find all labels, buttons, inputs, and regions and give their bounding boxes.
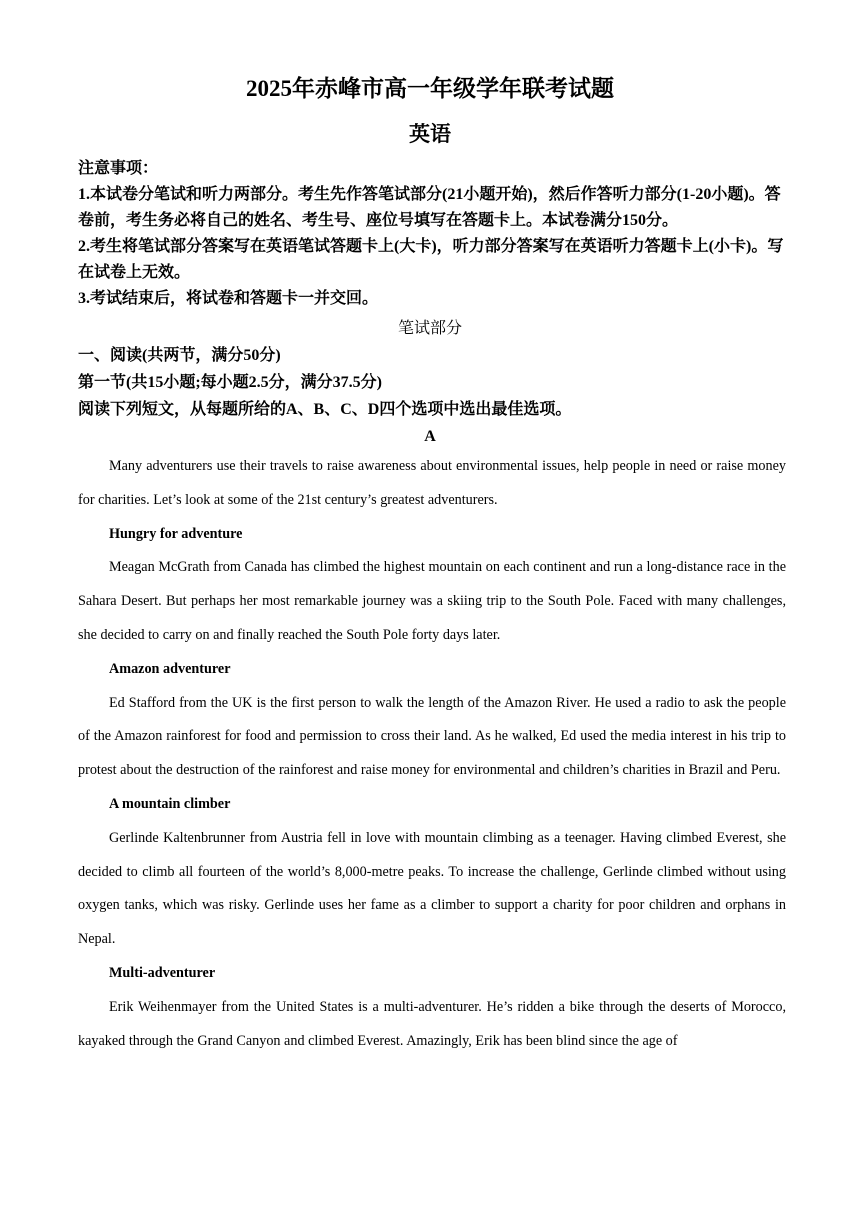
section-text-4: Erik Weihenmayer from the United States is a multi-adventurer. He’s ridden a bike through the deserts of Morocco, kayaked through the Grand Canyon and climbed Everest. Amazingly, Erik has been blind since the age of [78, 998, 786, 1049]
notes-heading: 注意事项： [78, 160, 159, 177]
section-subtitle: 第一节(共15小题;每小题2.5分，满分37.5分) [78, 374, 382, 391]
reading-title: 一、阅读(共两节，满分50分) [78, 347, 281, 364]
notes-item-1: 1.本试卷分笔试和听力两部分。考生先作答笔试部分(21小题开始)，然后作答听力部分(1-20小题)。答卷前，考生务必将自己的姓名、考生号、座位号填写在答题卡上。本试卷满分150分。 [78, 186, 781, 229]
passage-letter: A [424, 428, 436, 445]
notes-block [78, 156, 784, 312]
passage-body [78, 450, 786, 1058]
notes-item-2: 2.考生将笔试部分答案写在英语笔试答题卡上(大卡)，听力部分答案写在英语听力答题卡上(小卡)。写在试卷上无效。 [78, 238, 784, 281]
exam-title: 2025年赤峰市高一年级学年联考试题 [246, 76, 614, 101]
notes-item-3: 3.考试结束后，将试卷和答题卡一并交回。 [78, 290, 379, 307]
section-heading-3: A mountain climber [109, 795, 231, 812]
section-text-1: Meagan McGrath from Canada has climbed the highest mountain on each continent and run a long-distance race in the Sahara Desert. But perhaps her most remarkable journey was a skiing trip to the South Pole. Faced with many challenges, she decided to carry on and finally reached the South Pole forty days later. [78, 559, 786, 643]
part-title: 笔试部分 [397, 320, 462, 337]
subject-title: 英语 [409, 122, 451, 146]
section-heading-2: Amazon adventurer [109, 660, 231, 677]
section-heading-1: Hungry for adventure [109, 525, 243, 542]
passage-intro: Many adventurers use their travels to raise awareness about environmental issues, help people in need or raise money for charities. Let’s look at some of the 21st century’s greatest adventurers. [78, 458, 786, 508]
section-text-3: Gerlinde Kaltenbrunner from Austria fell in love with mountain climbing as a teenager. Having climbed Everest, she decided to climb all fourteen of the world’s 8,000-metre peaks. To increase the challenge, Gerlinde climbed without using oxygen tanks, which was risky. Gerlinde uses her fame as a climber to support a charity for poor children and orphans in Nepal. [78, 829, 786, 948]
instruction-text: 阅读下列短文，从每题所给的A、B、C、D四个选项中选出最佳选项。 [78, 401, 572, 418]
section-heading-4: Multi-adventurer [109, 964, 216, 981]
section-text-2: Ed Stafford from the UK is the first person to walk the length of the Amazon River. He used a radio to ask the people of the Amazon rainforest for food and permission to cross their land. As he walked, Ed used the media interest in his trip to protest about the destruction of the rainforest and raise money for environmental and children’s charities in Brazil and Peru. [78, 694, 786, 779]
